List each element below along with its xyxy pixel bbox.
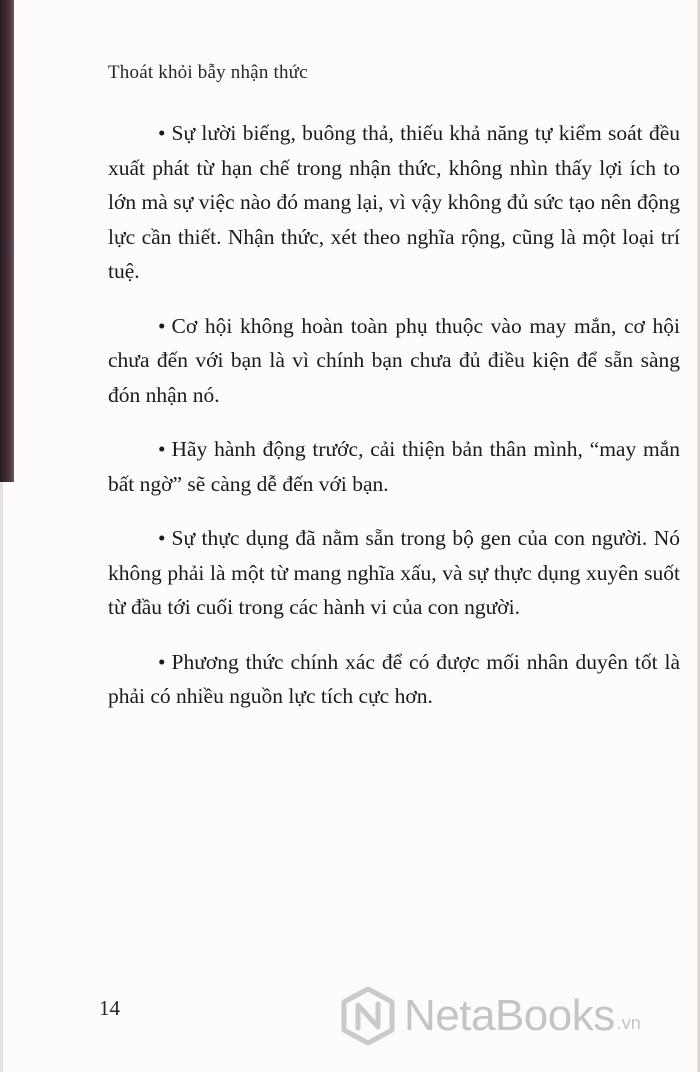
- bullet-paragraph-5: [108, 645, 680, 714]
- body-text: [108, 116, 680, 734]
- bullet-icon: •: [158, 313, 166, 338]
- watermark-brand: NetaBooks: [404, 991, 615, 1040]
- bullet-icon: •: [158, 437, 166, 461]
- bullet-paragraph-2: [108, 309, 680, 413]
- paragraph-text: Sự lười biếng, buông thả, thiếu khả năng tự kiểm soát đều xuất phát từ hạn chế trong nhận thức, không nhìn thấy lợi ích to lớn mà sự việc nào đó mang lại, vì vậy không đủ sức tạo nên động lực cần thiết. Nhận thức, xét theo nghĩa rộng, cũng là một loại trí tuệ.: [108, 121, 680, 283]
- book-spine-shadow: [0, 0, 14, 482]
- bullet-icon: •: [158, 121, 166, 145]
- paragraph-text: Sự thực dụng đã nằm sẵn trong bộ gen của con người. Nó không phải là một từ mang nghĩa xấu, và sự thực dụng xuyên suốt từ đầu tới cuối trong các hành vi của con người.: [108, 526, 680, 619]
- bullet-paragraph-3: [108, 432, 680, 501]
- paragraph-text: Hãy hành động trước, cải thiện bản thân mình, “may mắn bất ngờ” sẽ càng dễ đến với bạn.: [108, 437, 680, 496]
- netabooks-logo-icon: [340, 986, 396, 1046]
- watermark: [340, 984, 680, 1048]
- bullet-icon: •: [158, 649, 166, 674]
- page-gutter: [0, 482, 3, 1072]
- bullet-paragraph-4: [108, 521, 680, 625]
- page-number: 14: [99, 996, 120, 1020]
- bullet-paragraph-1: [108, 116, 680, 289]
- watermark-suffix: .vn: [616, 1013, 641, 1033]
- paragraph-text: Phương thức chính xác để có được mối nhân duyên tốt là phải có nhiều nguồn lực tích cực hơn.: [108, 649, 680, 708]
- paragraph-text: Cơ hội không hoàn toàn phụ thuộc vào may mắn, cơ hội chưa đến với bạn là vì chính bạn chưa đủ điều kiện để sẵn sàng đón nhận nó.: [108, 313, 680, 407]
- running-head: Thoát khỏi bẫy nhận thức: [108, 62, 308, 83]
- bullet-icon: •: [158, 526, 166, 550]
